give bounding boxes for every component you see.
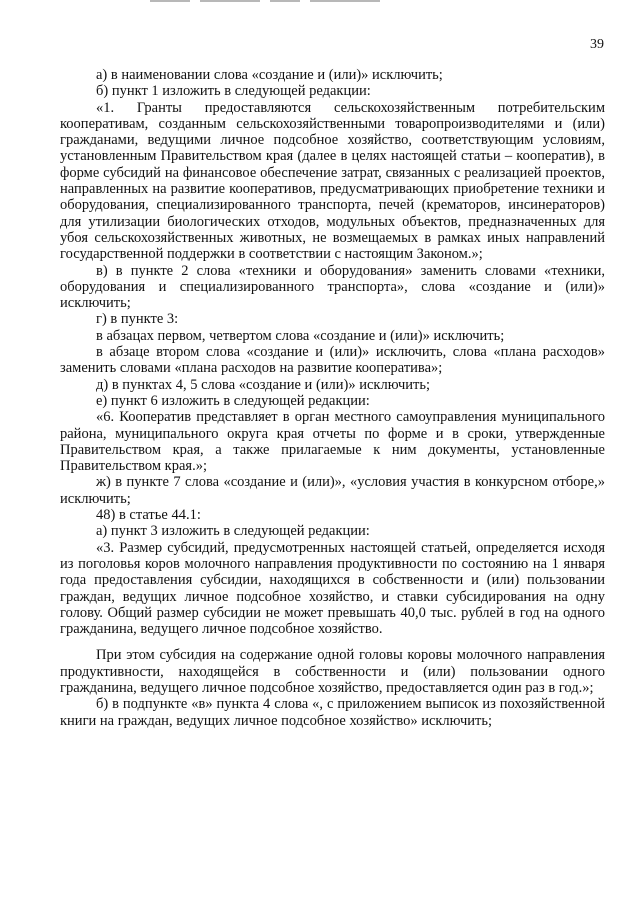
paragraph: 48) в статье 44.1: [96, 507, 201, 524]
paragraph: «6. Кооператив представляет в орган местного самоуправления муниципального района, муниципального округа края отчеты по форме и в сроки, утвержденные Правительством края, а также прилагаемые к ним документы, установленные Правительством края.»; [60, 409, 605, 475]
paragraph: «1. Гранты предоставляются сельскохозяйственным потребительским кооперативам, созданным сельскохозяйственными товаропроизводителями и (или) гражданами, ведущими личное подсобное хозяйство, соответствующим условиям, установленным Правительством края (далее в целях настоящей статьи – кооператив), в форме субсидий на финансовое обеспечение затрат, связанных с реализацией проектов, направленных на развитие кооперативов, предусматривающих приобретение техники и оборудования, специализированного транспорта, печей (крематоров, инсинераторов) для утилизации биологических отходов, модульных объектов, предназначенных для убоя сельскохозяйственных животных, не возмещаемых в рамках иных направлений государственной поддержки в соответствии с настоящим Законом.»; [60, 99, 605, 263]
scan-artifact [150, 0, 410, 4]
paragraph: а) пункт 3 изложить в следующей редакции: [96, 523, 370, 540]
paragraph: в абзаце втором слова «создание и (или)» исключить, слова «плана расходов» заменить словами «плана расходов на развитие кооператива»; [60, 344, 605, 377]
paragraph: е) пункт 6 изложить в следующей редакции: [96, 392, 370, 409]
paragraph: в абзацах первом, четвертом слова «создание и (или)» исключить; [96, 327, 505, 344]
paragraph: б) в подпункте «в» пункта 4 слова «, с приложением выписок из похозяйственной книги на граждан, ведущих личное подсобное хозяйство» исключить; [60, 696, 605, 729]
page-number: 39 [590, 37, 604, 52]
document-body [60, 67, 605, 729]
paragraph: «3. Размер субсидий, предусмотренных настоящей статьей, определяется исходя из поголовья коров молочного направления продуктивности по состоянию на 1 января года предоставления субсидии, находящихся в собственности и (или) пользовании граждан, ведущих личное подсобное хозяйство, и ставки субсидирования на одну голову. Общий размер субсидии не может превышать 40,0 тыс. рублей в год на одного гражданина, ведущего личное подсобное хозяйство. [60, 539, 605, 638]
paragraph: При этом субсидия на содержание одной головы коровы молочного направления продуктивности, находящейся в собственности и (или) пользовании одного гражданина, ведущего личное подсобное хозяйство, предоставляется один раз в год.»; [60, 647, 605, 696]
paragraph: а) в наименовании слова «создание и (или)» исключить; [96, 67, 443, 83]
paragraph: г) в пункте 3: [96, 311, 179, 328]
paragraph: в) в пункте 2 слова «техники и оборудования» заменить словами «техники, оборудования и специализированного транспорта», слова «создание и (или)» исключить; [60, 262, 605, 312]
paragraph: ж) в пункте 7 слова «создание и (или)», «условия участия в конкурсном отборе,» исключить; [60, 474, 605, 507]
paragraph: д) в пунктах 4, 5 слова «создание и (или)» исключить; [96, 376, 431, 393]
paragraph: б) пункт 1 изложить в следующей редакции: [96, 83, 371, 100]
